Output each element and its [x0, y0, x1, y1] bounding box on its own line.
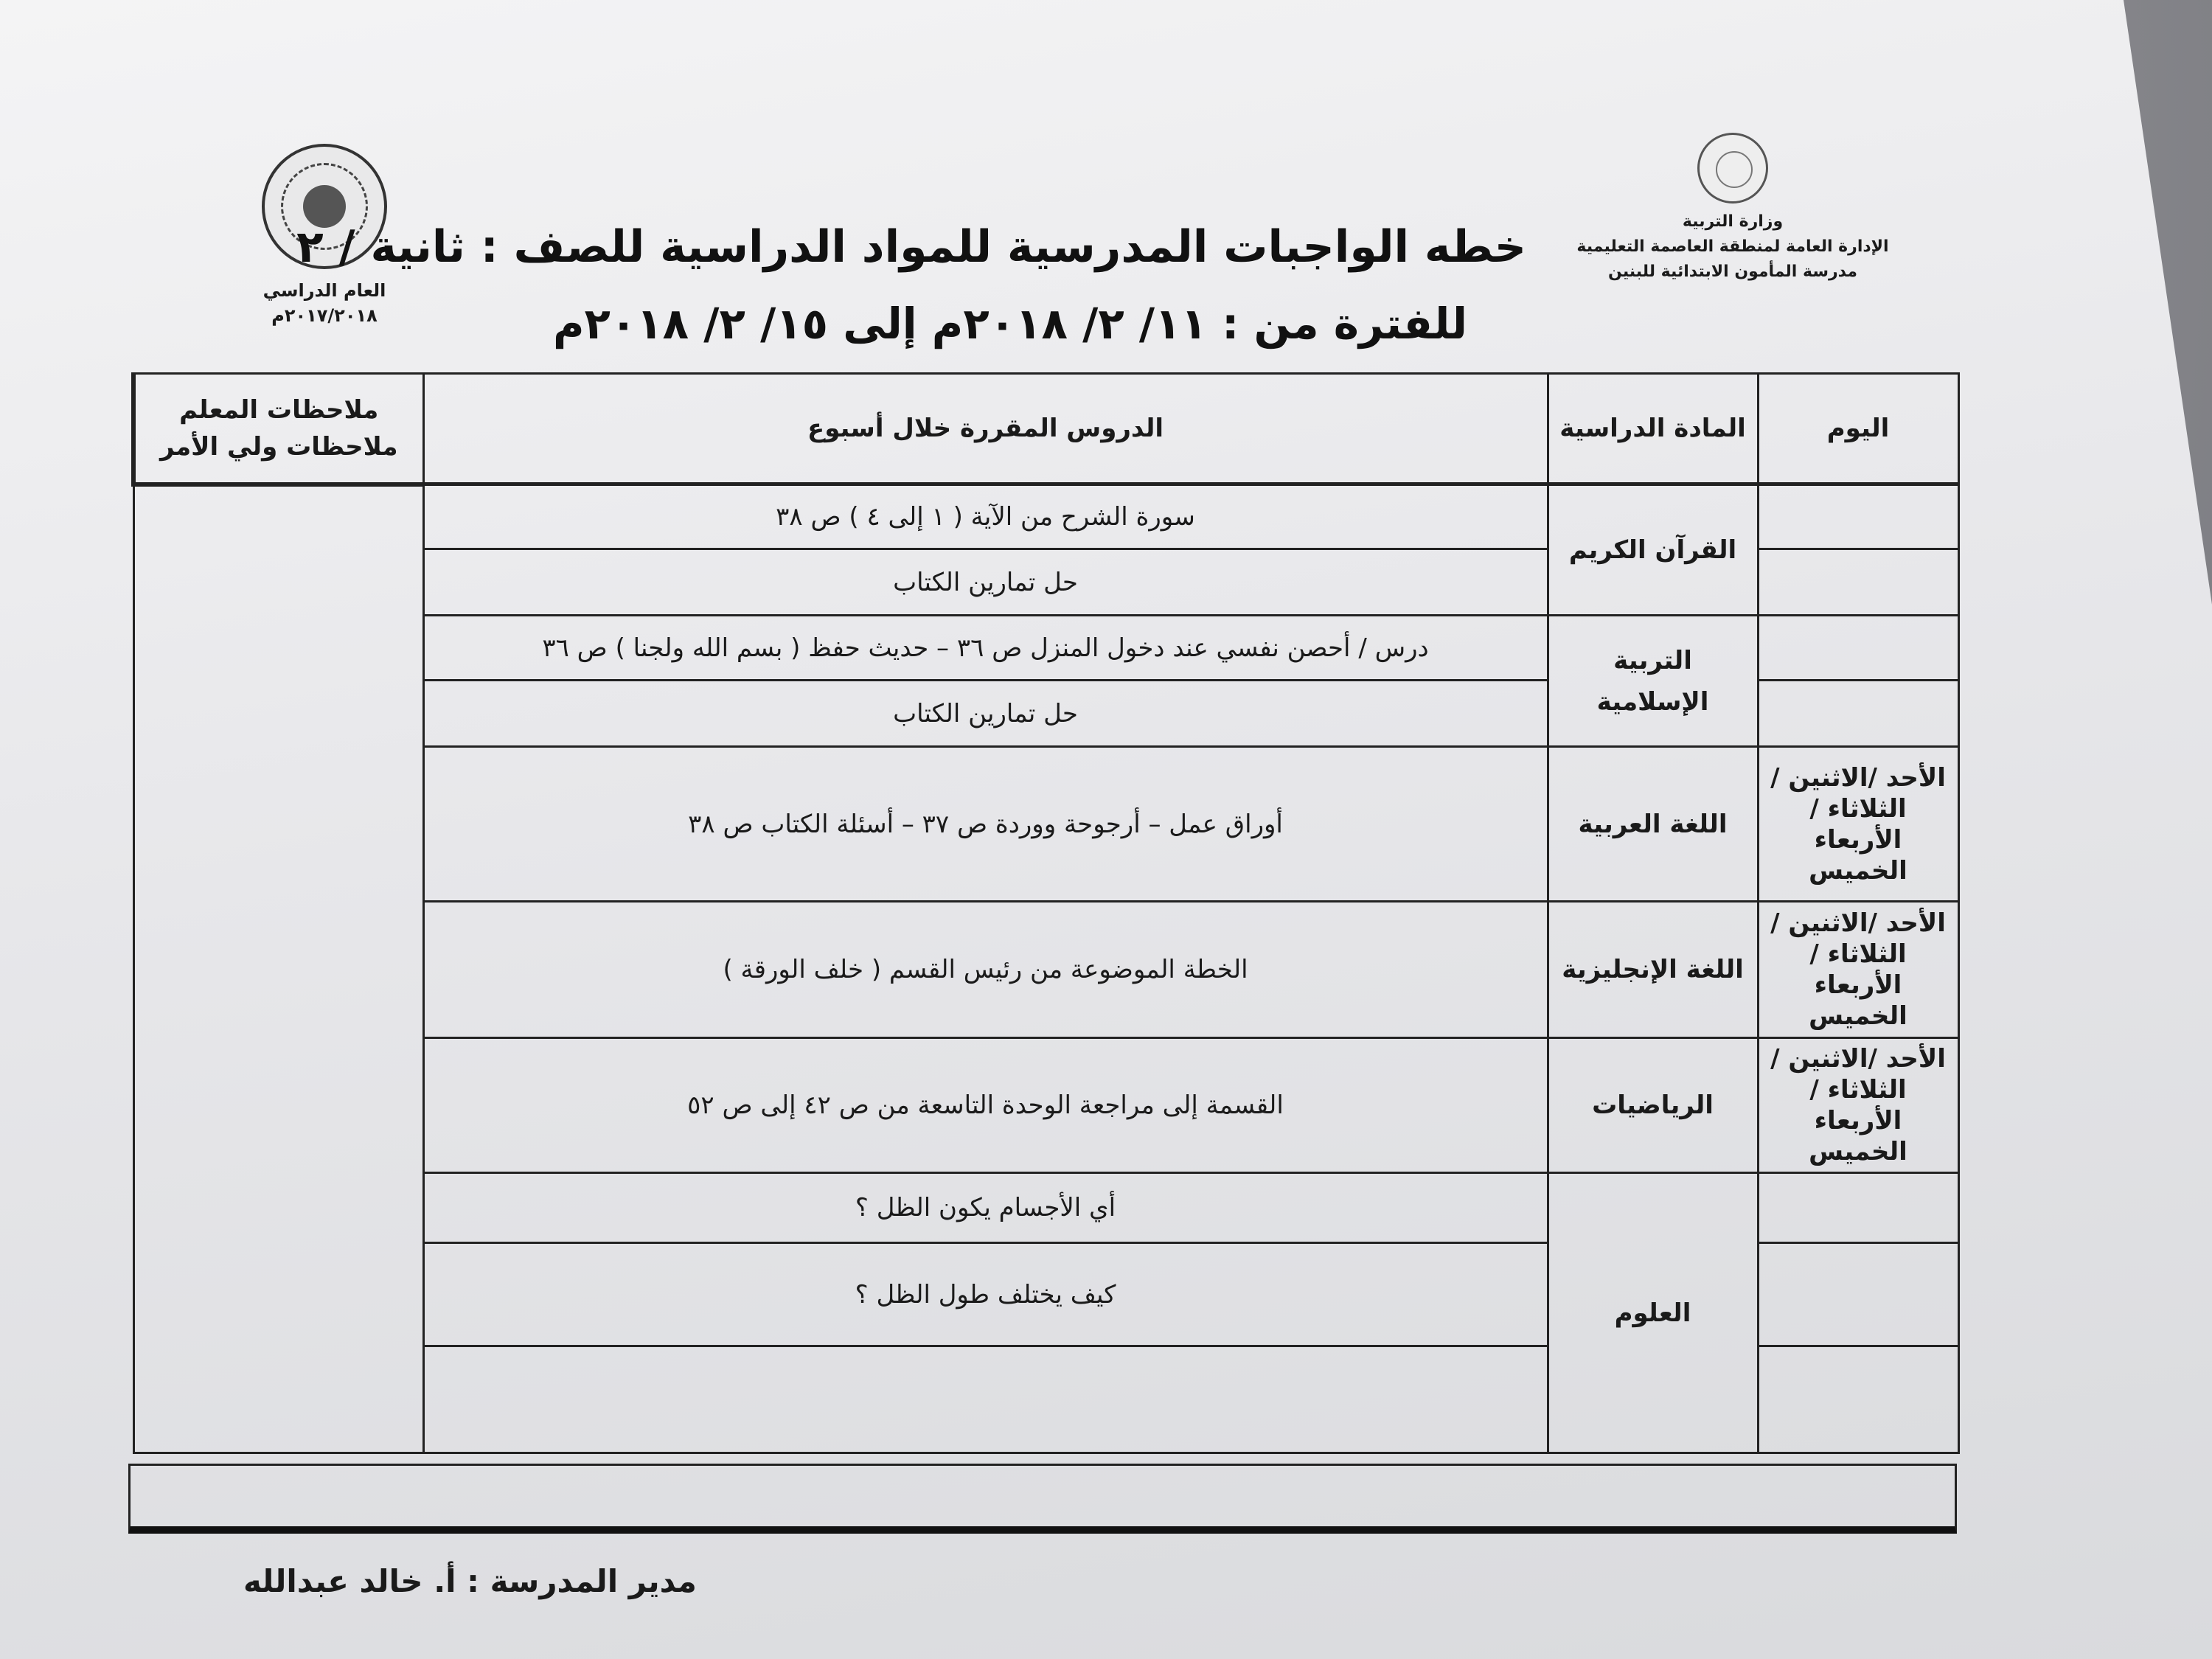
- principal-signature: مدير المدرسة : أ. خالد عبدالله: [243, 1563, 697, 1599]
- notes-cell: [133, 484, 423, 1453]
- parent-notes-label: ملاحظات ولي الأمر: [159, 431, 398, 462]
- lesson-cell: سورة الشرح من الآية ( ١ إلى ٤ ) ص ٣٨: [423, 484, 1548, 549]
- day-cell: [1758, 1243, 1958, 1346]
- day-cell: الأحد /الاثنين /الثلاثاء /الأربعاء الخميس: [1758, 1038, 1958, 1173]
- day-cell: [1758, 549, 1958, 616]
- table-header-row: [133, 374, 1958, 484]
- lesson-cell: القسمة إلى مراجعة الوحدة التاسعة من ص ٤٢ إلى ص ٥٢: [423, 1038, 1548, 1173]
- subject-english: اللغة الإنجليزية: [1548, 902, 1758, 1038]
- kuwait-emblem-icon: [1697, 133, 1768, 204]
- day-cell: [1758, 1173, 1958, 1243]
- page-title: خطه الواجبات المدرسية للمواد الدراسية للصف : ثانية / ٢: [296, 221, 1526, 273]
- day-cell: [1758, 616, 1958, 681]
- table-row: [133, 484, 1958, 549]
- day-cell: [1758, 681, 1958, 747]
- col-lessons-header: الدروس المقررة خلال أسبوع: [423, 374, 1548, 484]
- lesson-cell: [423, 1346, 1548, 1453]
- period-title: للفترة من : ١١/ ٢/ ٢٠١٨م إلى ١٥/ ٢/ ٢٠١٨م: [552, 299, 1467, 349]
- footer-box: [128, 1464, 1957, 1534]
- subject-arabic: اللغة العربية: [1548, 747, 1758, 902]
- day-cell: الأحد /الاثنين /الثلاثاء /الأربعاء الخميس: [1758, 902, 1958, 1038]
- year-value: ٢٠١٧/٢٠١٨م: [271, 305, 378, 326]
- subject-science: العلوم: [1548, 1173, 1758, 1453]
- lesson-cell: كيف يختلف طول الظل ؟: [423, 1243, 1548, 1346]
- subject-quran: القرآن الكريم: [1548, 484, 1758, 616]
- ministry-name: وزارة التربية: [1682, 212, 1784, 231]
- directorate-name: الإدارة العامة لمنطقة العاصمة التعليمية: [1576, 237, 1889, 256]
- subject-islamic: التربية الإسلامية: [1548, 616, 1758, 747]
- day-cell: [1758, 1346, 1958, 1453]
- homework-table: [131, 372, 1960, 1454]
- teacher-notes-label: ملاحظات المعلم: [179, 394, 379, 425]
- col-day-header: اليوم: [1758, 374, 1958, 484]
- day-cell: الأحد /الاثنين /الثلاثاء /الأربعاء الخميس: [1758, 747, 1958, 902]
- lesson-cell: درس / أحصن نفسي عند دخول المنزل ص ٣٦ – حديث حفظ ( بسم الله ولجنا ) ص ٣٦: [423, 616, 1548, 681]
- ministry-header: [1571, 133, 1895, 285]
- day-cell: [1758, 484, 1958, 549]
- school-name: مدرسة المأمون الابتدائية للبنين: [1608, 262, 1857, 281]
- lesson-cell: أي الأجسام يكون الظل ؟: [423, 1173, 1548, 1243]
- lesson-cell: حل تمارين الكتاب: [423, 549, 1548, 616]
- year-label: العام الدراسي: [262, 280, 386, 301]
- lesson-cell: الخطة الموضوعة من رئيس القسم ( خلف الورقة ): [423, 902, 1548, 1038]
- subject-math: الرياضيات: [1548, 1038, 1758, 1173]
- lesson-cell: أوراق عمل – أرجوحة ووردة ص ٣٧ – أسئلة الكتاب ص ٣٨: [423, 747, 1548, 902]
- lesson-cell: حل تمارين الكتاب: [423, 681, 1548, 747]
- col-notes-header: [133, 374, 423, 484]
- col-subject-header: المادة الدراسية: [1548, 374, 1758, 484]
